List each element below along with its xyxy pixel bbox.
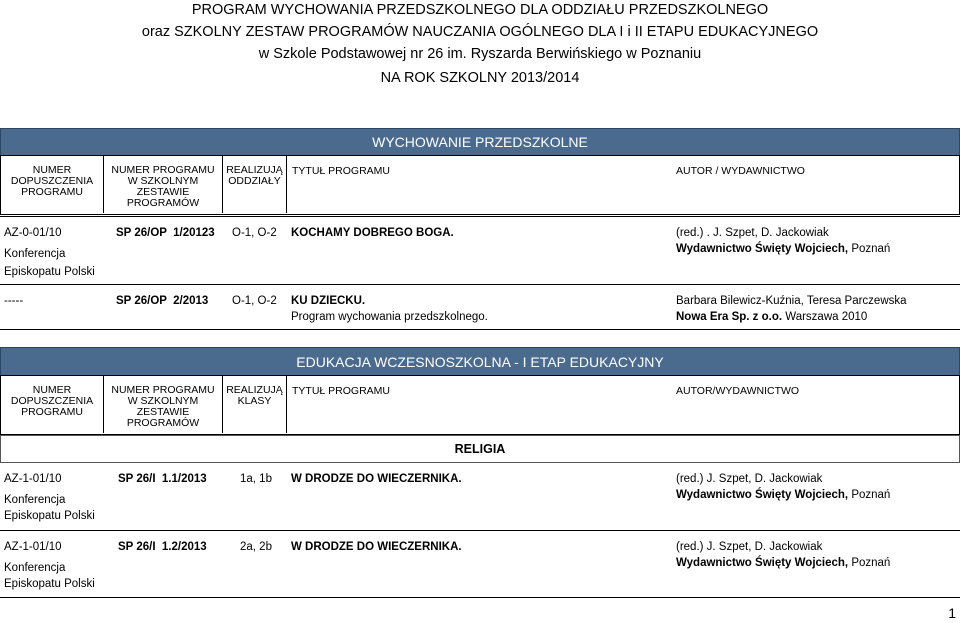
doc-title-line4: NA ROK SZKOLNY 2013/2014 — [380, 70, 580, 86]
s2-row1-publisher-name: Wydawnictwo Święty Wojciech, — [676, 489, 849, 501]
s2-row2-num-prog: SP 26/I 1.2/2013 — [118, 541, 207, 553]
s2-row2-num-dop: AZ-1-01/10 — [4, 541, 62, 553]
row1-publisher-city: Poznań — [848, 243, 891, 255]
doc-title-line2: oraz SZKOLNY ZESTAW PROGRAMÓW NAUCZANIA OGÓLNEGO DLA I i II ETAPU EDUKACYJNEGO — [141, 24, 819, 40]
s2-row2-title: W DRODZE DO WIECZERNIKA. — [291, 541, 462, 553]
row1-num-dop-line2: Konferencja — [4, 248, 66, 260]
s2-row2-publisher — [676, 555, 890, 571]
divider — [0, 216, 960, 217]
s2-row2-author: (red.) J. Szpet, D. Jackowiak — [676, 541, 823, 553]
row1-title: KOCHAMY DOBREGO BOGA. — [291, 227, 454, 239]
header-num-dop: NUMER DOPUSZCZENIA PROGRAMU — [10, 384, 94, 418]
divider — [0, 597, 960, 598]
section-heading-early-education: EDUKACJA WCZESNOSZKOLNA - I ETAP EDUKACYJNY — [0, 347, 960, 377]
s2-row2-num-dop-line2: Konferencja — [4, 562, 66, 574]
row1-num-prog: SP 26/OP 1/20123 — [116, 227, 215, 239]
s2-row1-num-dop-line2: Konferencja — [4, 494, 66, 506]
row1-publisher-name: Wydawnictwo Święty Wojciech, — [676, 243, 849, 255]
s2-row2-realizuja: 2a, 2b — [240, 541, 272, 553]
divider — [0, 284, 960, 285]
header-num-prog: NUMER PROGRAMU W SZKOLNYM ZESTAWIE PROGRAMÓW — [111, 384, 215, 429]
s2-row1-title: W DRODZE DO WIECZERNIKA. — [291, 473, 462, 485]
row2-num-dop: ----- — [4, 295, 24, 307]
row2-publisher-city: Warszawa 2010 — [782, 311, 868, 323]
row2-num-prog: SP 26/OP 2/2013 — [116, 295, 209, 307]
row2-author: Barbara Bilewicz-Kuźnia, Teresa Parczewska — [676, 295, 907, 307]
header-author: AUTOR/WYDAWNICTWO — [676, 385, 800, 397]
s2-row2-num-dop-line3: Episkopatu Polski — [4, 578, 95, 590]
s2-row2-publisher-name: Wydawnictwo Święty Wojciech, — [676, 557, 849, 569]
page-number: 1 — [948, 605, 956, 621]
header-realizuja: REALIZUJĄ ODDZIAŁY — [226, 164, 283, 187]
row1-publisher — [676, 241, 890, 257]
row1-realizuja: O-1, O-2 — [232, 227, 277, 239]
row2-realizuja: O-1, O-2 — [232, 295, 277, 307]
row2-publisher — [676, 309, 867, 325]
doc-title-line3: w Szkole Podstawowej nr 26 im. Ryszarda Berwińskiego w Poznaniu — [258, 46, 702, 62]
header-author: AUTOR / WYDAWNICTWO — [676, 165, 805, 177]
header-title: TYTUŁ PROGRAMU — [292, 165, 391, 177]
s2-row1-author: (red.) J. Szpet, D. Jackowiak — [676, 473, 823, 485]
header-num-prog: NUMER PROGRAMU W SZKOLNYM ZESTAWIE PROGRAMÓW — [111, 164, 215, 209]
row1-num-dop: AZ-0-01/10 — [4, 227, 62, 239]
header-num-dop: NUMER DOPUSZCZENIA PROGRAMU — [10, 164, 94, 198]
row2-title: KU DZIECKU. — [291, 295, 366, 307]
s2-row1-num-prog: SP 26/I 1.1/2013 — [118, 473, 207, 485]
s2-row1-publisher-city: Poznań — [848, 489, 891, 501]
s2-row1-num-dop-line3: Episkopatu Polski — [4, 510, 95, 522]
header-title: TYTUŁ PROGRAMU — [292, 385, 391, 397]
divider — [286, 155, 287, 213]
divider — [286, 375, 287, 433]
s2-row1-publisher — [676, 487, 890, 503]
divider — [0, 530, 960, 531]
row1-author: (red.) . J. Szpet, D. Jackowiak — [676, 227, 829, 239]
s2-row1-realizuja: 1a, 1b — [240, 473, 272, 485]
subject-title: RELIGIA — [454, 442, 506, 456]
s2-row2-publisher-city: Poznań — [848, 557, 891, 569]
doc-title-line1: PROGRAM WYCHOWANIA PRZEDSZKOLNEGO DLA ODDZIAŁU PRZEDSZKOLNEGO — [191, 2, 769, 18]
divider — [0, 329, 960, 330]
s2-row1-num-dop: AZ-1-01/10 — [4, 473, 62, 485]
section-heading-preschool: WYCHOWANIE PRZEDSZKOLNE — [0, 128, 960, 157]
row2-title-line2: Program wychowania przedszkolnego. — [291, 311, 488, 323]
header-realizuja: REALIZUJĄ KLASY — [226, 384, 283, 407]
row2-publisher-name: Nowa Era Sp. z o.o. — [676, 311, 783, 323]
row1-num-dop-line3: Episkopatu Polski — [4, 266, 95, 278]
